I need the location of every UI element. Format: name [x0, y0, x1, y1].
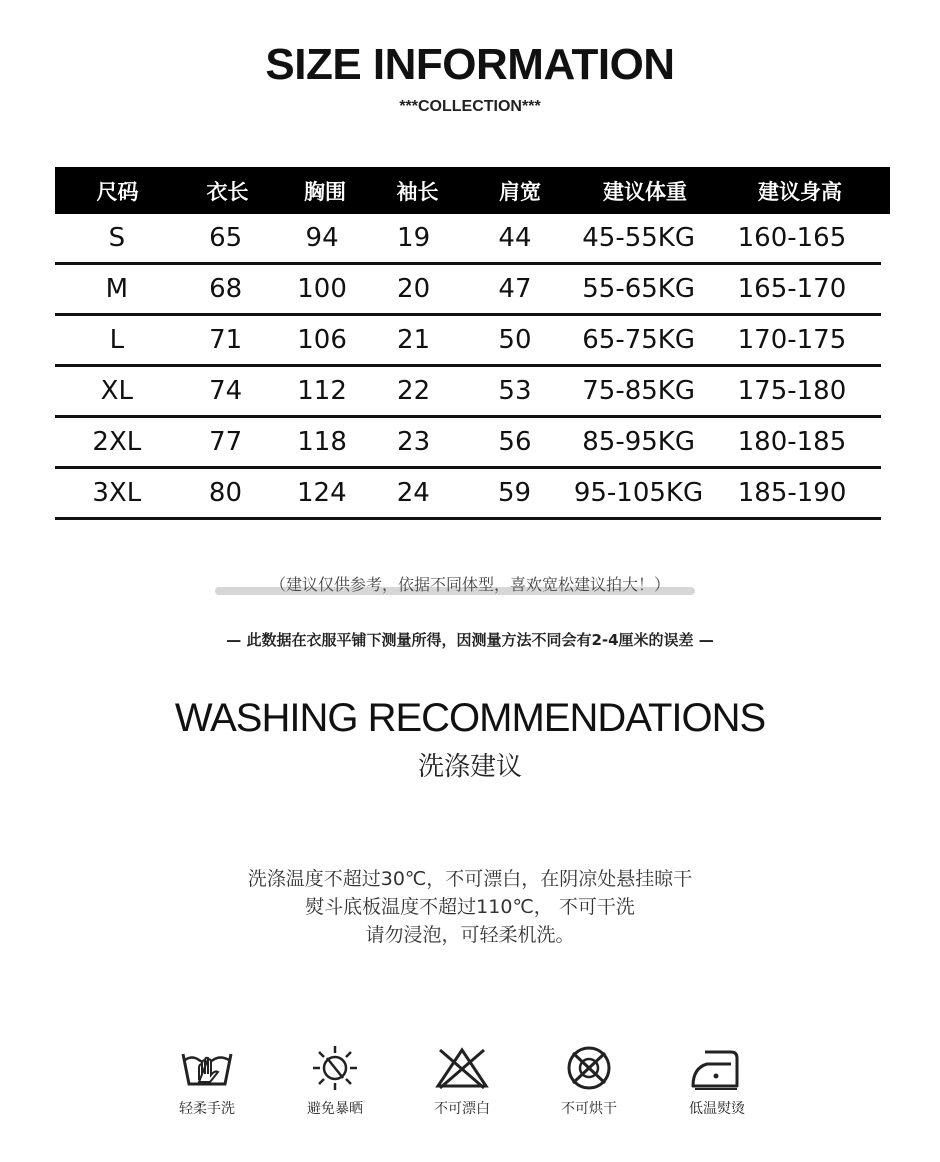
icon-label: 低温熨烫 [689, 1101, 745, 1117]
table-cell: 74 [209, 376, 243, 406]
table-cell: 50 [498, 325, 532, 355]
size-table-header [55, 167, 890, 214]
table-cell: 19 [397, 223, 431, 253]
size-suggestion-note: （建议仅供参考，依据不同体型，喜欢宽松建议拍大！） [269, 575, 670, 594]
care-icon-item [152, 1044, 262, 1118]
iron-low-icon [687, 1044, 747, 1092]
table-cell: 55-65KG [582, 274, 695, 304]
table-cell: 24 [396, 478, 430, 508]
icon-label: 不可烘干 [561, 1101, 617, 1117]
table-cell: 94 [305, 223, 339, 253]
table-cell: 180-185 [737, 427, 847, 457]
care-icon-item [534, 1044, 644, 1118]
header-cell: 胸围 [304, 179, 346, 204]
table-row [55, 418, 881, 469]
table-cell: M [105, 274, 129, 304]
table-cell: 59 [497, 478, 532, 508]
table-cell: S [108, 223, 126, 253]
care-line: 熨斗底板温度不超过110℃， 不可干洗 [305, 896, 635, 918]
header-cell: 衣长 [206, 179, 249, 204]
no-bleach-icon [432, 1044, 492, 1092]
table-cell: 85-95KG [582, 427, 695, 457]
no-tumble-dry-icon [559, 1044, 619, 1092]
size-table [55, 167, 890, 520]
header-cell: 肩宽 [499, 179, 541, 204]
care-icon-item [280, 1044, 390, 1118]
table-cell: 100 [297, 274, 347, 304]
measurement-note: — 此数据在衣服平铺下测量所得，因测量方法不同会有2-4厘米的误差 — [226, 631, 714, 649]
table-cell: 160-165 [737, 223, 847, 253]
header-cell: 建议体重 [603, 179, 687, 204]
table-cell: 23 [397, 427, 431, 457]
care-icon-item [407, 1044, 517, 1118]
table-cell: 65-75KG [582, 325, 695, 355]
table-cell: 170-175 [737, 325, 847, 355]
table-cell: 20 [397, 274, 431, 304]
table-cell: 80 [208, 478, 243, 508]
page-title: SIZE INFORMATION [265, 40, 675, 89]
header-cell: 袖长 [396, 179, 439, 204]
table-cell: 124 [297, 478, 347, 508]
care-line: 洗涤温度不超过30℃，不可漂白，在阴凉处悬挂晾干 [247, 868, 693, 890]
table-cell: 118 [297, 427, 347, 457]
washing-title: WASHING RECOMMENDATIONS [174, 696, 766, 740]
table-cell: 71 [209, 325, 243, 355]
table-cell: 53 [498, 376, 532, 406]
table-cell: 65 [209, 223, 243, 253]
table-cell: 22 [397, 376, 431, 406]
header-cell: 尺码 [96, 179, 139, 204]
care-line: 请勿浸泡，可轻柔机洗。 [365, 924, 575, 946]
table-cell: 56 [498, 427, 532, 457]
icon-label: 不可漂白 [434, 1101, 490, 1117]
table-cell: 44 [498, 223, 532, 253]
table-cell: 68 [209, 274, 243, 304]
table-cell: L [109, 325, 125, 355]
table-cell: XL [100, 376, 133, 406]
table-cell: 185-190 [737, 478, 847, 508]
table-cell: 77 [209, 427, 243, 457]
table-cell: 2XL [92, 427, 142, 457]
care-icon-item [662, 1044, 772, 1118]
table-cell: 165-170 [737, 274, 847, 304]
table-row [55, 265, 881, 316]
icon-label: 轻柔手洗 [179, 1101, 235, 1117]
table-cell: 95-105KG [573, 478, 704, 508]
table-row [55, 367, 881, 418]
hand-wash-icon [177, 1044, 237, 1092]
table-row [55, 214, 881, 265]
table-row [55, 316, 881, 367]
header-cell: 建议身高 [758, 179, 842, 204]
table-cell: 3XL [92, 478, 142, 508]
collection-subtitle: ***COLLECTION*** [399, 98, 541, 115]
table-cell: 21 [397, 325, 431, 355]
table-cell: 45-55KG [582, 223, 695, 253]
washing-subtitle: 洗涤建议 [417, 752, 522, 782]
table-row [55, 469, 881, 520]
table-cell: 47 [498, 274, 532, 304]
table-cell: 175-180 [737, 376, 847, 406]
table-cell: 75-85KG [582, 376, 695, 406]
sun-icon [305, 1044, 365, 1092]
table-cell: 106 [297, 325, 347, 355]
icon-label: 避免暴晒 [307, 1101, 363, 1117]
table-cell: 112 [297, 376, 347, 406]
